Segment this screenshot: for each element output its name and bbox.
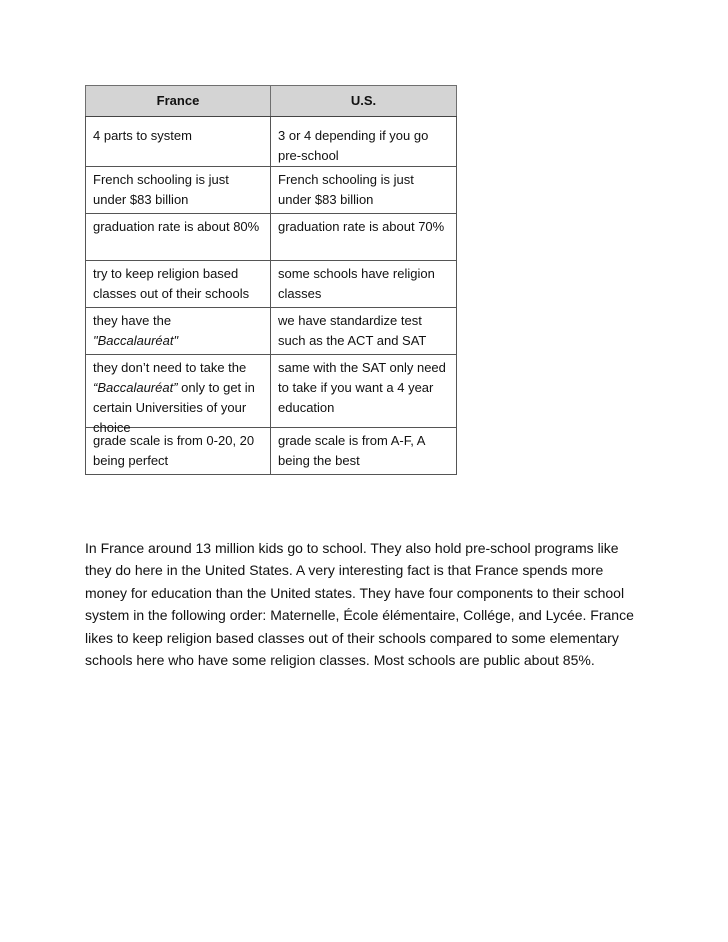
table-row [86, 261, 457, 308]
cell-us: same with the SAT only need to take if you want a 4 year education [271, 355, 457, 428]
header-france: France [86, 86, 271, 117]
header-us: U.S. [271, 86, 457, 117]
cell-france: French schooling is just under $83 billion [86, 167, 271, 214]
cell-us: some schools have religion classes [271, 261, 457, 308]
comparison-table [85, 85, 457, 475]
table-header-row [86, 86, 457, 117]
cell-text: they have the [93, 313, 172, 328]
cell-us: graduation rate is about 70% [271, 214, 457, 261]
table-row [86, 308, 457, 355]
cell-france [86, 308, 271, 355]
cell-us: French schooling is just under $83 billion [271, 167, 457, 214]
table-row [86, 428, 457, 475]
table-row [86, 214, 457, 261]
cell-france [86, 355, 271, 435]
cell-text: they don’t need to take the [93, 360, 247, 375]
baccalaureat-term: “Baccalauréat” [93, 380, 178, 395]
cell-text: only to get in certain Universities of your choice [93, 380, 255, 435]
cell-france: 4 parts to system [86, 117, 271, 167]
cell-us: we have standardize test such as the ACT and SAT [271, 308, 457, 355]
cell-france: try to keep religion based classes out of their schools [86, 261, 271, 308]
body-paragraph: In France around 13 million kids go to school. They also hold pre-school programs like they do here in the United States. A very interesting fact is that France spends more money for education than the United states. They have four components to their school system in the following order: Maternelle, École élémentaire, Collége, and Lycée. France likes to keep religion based classes out of their schools compared to some elementary schools here who have some religion classes. Most schools are public about 85%. [85, 540, 634, 669]
cell-us: 3 or 4 depending if you go pre-school [271, 117, 457, 167]
table-row [86, 117, 457, 167]
cell-france: graduation rate is about 80% [86, 214, 271, 261]
cell-france: grade scale is from 0-20, 20 being perfect [86, 428, 271, 475]
cell-us: grade scale is from A-F, A being the best [271, 428, 457, 475]
table-row [86, 167, 457, 214]
table-row [86, 355, 457, 428]
baccalaureat-term: "Baccalauréat" [93, 333, 179, 348]
